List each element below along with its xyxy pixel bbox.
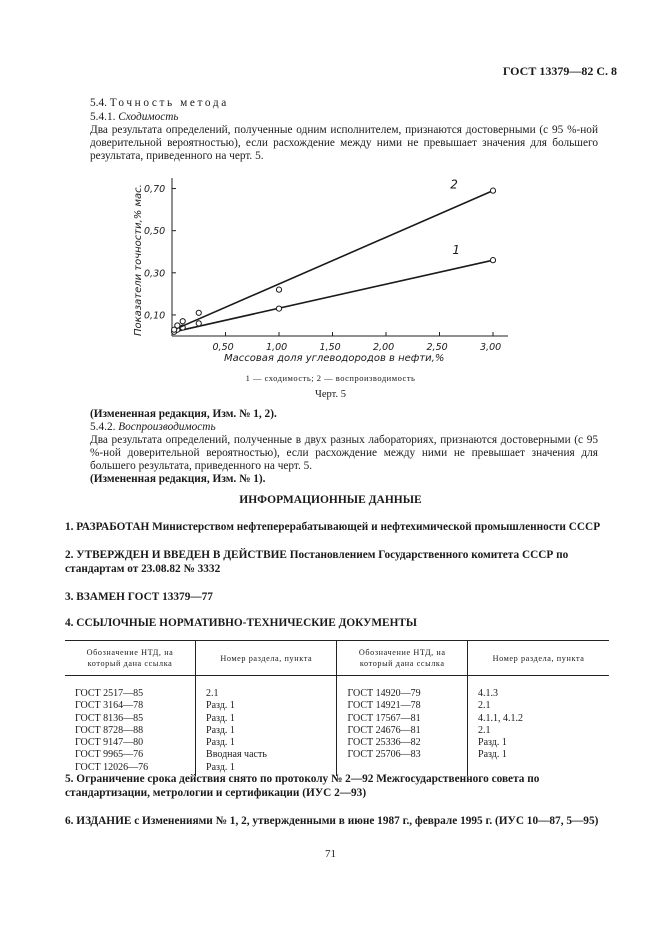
table-cell: ГОСТ 3164—78 <box>75 700 144 712</box>
section-5-4-2-title: Воспроизводимость <box>118 421 216 433</box>
table-cell: ГОСТ 2517—85 <box>75 688 144 699</box>
table-cell: ГОСТ 14921—78 <box>337 700 468 712</box>
table-cell: Разд. 1 <box>196 725 337 737</box>
data-point <box>196 321 201 326</box>
data-point <box>276 306 281 311</box>
table-header-row <box>65 641 609 676</box>
table-cell: Вводная часть <box>196 749 337 761</box>
chart-caption: Черт. 5 <box>315 389 346 400</box>
y-tick-label: 0,70 <box>144 184 166 196</box>
table-cell: ГОСТ 25336—82 <box>337 737 468 749</box>
precision-chart <box>128 168 528 368</box>
x-axis-label: Массовая доля углеводородов в нефти,% <box>224 353 445 364</box>
y-tick-label: 0,50 <box>144 226 166 238</box>
table-cell: ГОСТ 8728—88 <box>75 724 144 736</box>
y-tick-label: 0,10 <box>144 310 166 322</box>
x-tick-label: 1,50 <box>319 342 341 353</box>
table-cell: 2.1 <box>196 676 337 701</box>
table-cell: Разд. 1 <box>196 713 337 725</box>
x-tick-label: 2,50 <box>426 342 448 353</box>
y-axis-label: Показатели точности,% мас. <box>133 184 144 336</box>
table-row <box>65 749 609 761</box>
table-row <box>65 700 609 712</box>
table-cell: 2.1 <box>468 725 609 737</box>
data-point <box>490 188 495 193</box>
page-header: ГОСТ 13379—82 С. 8 <box>502 64 617 78</box>
table-row <box>65 713 609 725</box>
table-cell: Разд. 1 <box>196 737 337 749</box>
data-point <box>276 287 281 292</box>
info-item-1: 1. РАЗРАБОТАН Министерством нефтеперерабатывающей и нефтехимической промышленности СССР <box>65 521 601 533</box>
ntd-table <box>65 640 609 776</box>
info-item-2: 2. УТВЕРЖДЕН И ВВЕДЕН В ДЕЙСТВИЕ Постановлением Государственного комитета СССР по стандартам от 23.08.82 № 3332 <box>65 549 569 575</box>
table-cell: Разд. 1 <box>196 762 337 776</box>
table-cell: 4.1.3 <box>468 676 609 701</box>
x-tick-label: 0,50 <box>212 342 234 353</box>
table-cell: ГОСТ 25706—83 <box>337 749 468 761</box>
edit-note-2: (Измененная редакция, Изм. № 1). <box>90 473 266 485</box>
x-tick-label: 1,00 <box>266 342 288 353</box>
x-tick-label: 2,00 <box>373 342 395 353</box>
table-cell: 4.1.1, 4.1.2 <box>468 713 609 725</box>
data-point <box>490 258 495 263</box>
y-tick-label: 0,30 <box>144 268 166 280</box>
series-line-2 <box>174 191 493 330</box>
info-item-6: 6. ИЗДАНИЕ с Изменениями № 1, 2, утвержденными в июне 1987 г., феврале 1995 г. (ИУС 10—87, 5—95) <box>65 815 599 827</box>
section-5-4-2-heading <box>90 421 598 434</box>
data-point <box>196 310 201 315</box>
table-cell: Разд. 1 <box>196 700 337 712</box>
series-line-1 <box>174 260 493 332</box>
table-row <box>65 737 609 749</box>
section-5-4-num: 5.4. <box>90 97 107 109</box>
table-row <box>65 676 609 701</box>
section-5-4-2-num: 5.4.2. <box>90 421 116 433</box>
section-5-4-1-heading <box>90 111 598 124</box>
x-tick-label: 3,00 <box>480 342 502 353</box>
page-number: 71 <box>325 848 336 860</box>
table-cell: ГОСТ 8136—85 <box>75 712 144 724</box>
table-cell: ГОСТ 9147—80 <box>75 737 144 749</box>
section-5-4-title: Точность метода <box>109 97 229 109</box>
chart-legend: 1 — сходимость; 2 — воспроизводимость <box>245 373 416 383</box>
section-5-4-2-text: Два результата определений, полученные в двух разных лабораториях, признаются достоверными (с 95 %-ной доверительной вероятностью), если расхождение между ними не превышает значения для большего результата, приведенного на черт. 5. <box>90 434 598 473</box>
section-5-4-1-text: Два результата определений, полученные одним исполнителем, признаются достоверными (с 95 %-ной доверительной вероятностью), если расхождение между ними не превышает значения для большего результата, приведенного на черт. 5. <box>90 124 598 163</box>
table-cell: ГОСТ 14920—79 <box>337 676 468 701</box>
table-cell: ГОСТ 24676—81 <box>337 725 468 737</box>
table-cell: Разд. 1 <box>468 749 609 761</box>
table-header-cell: Номер раздела, пункта <box>196 641 337 676</box>
section-5-4-1-title: Сходимость <box>118 111 179 123</box>
table-header-cell: Номер раздела, пункта <box>468 641 609 676</box>
series-label: 2 <box>450 177 458 192</box>
series-label: 1 <box>452 243 460 258</box>
table-cell: ГОСТ 17567—81 <box>337 713 468 725</box>
table-header-cell: Обозначение НТД, на который дана ссылка <box>65 641 196 676</box>
data-point <box>180 319 185 324</box>
table-cell: Разд. 1 <box>468 737 609 749</box>
table-cell: ГОСТ 9965—76 <box>75 749 144 761</box>
info-item-5: 5. Ограничение срока действия снято по протоколу № 2—92 Межгосударственного совета по стандартизации, метрологии и сертификации (ИУС 2—93) <box>65 773 540 799</box>
info-title: ИНФОРМАЦИОННЫЕ ДАННЫЕ <box>239 494 422 506</box>
info-item-4: 4. ССЫЛОЧНЫЕ НОРМАТИВНО-ТЕХНИЧЕСКИЕ ДОКУМЕНТЫ <box>65 617 417 629</box>
info-item-3: 3. ВЗАМЕН ГОСТ 13379—77 <box>65 591 213 603</box>
table-row <box>65 725 609 737</box>
section-5-4-heading <box>90 97 598 110</box>
table-cell: 2.1 <box>468 700 609 712</box>
data-point <box>175 323 180 328</box>
edit-note-1: (Измененная редакция, Изм. № 1, 2). <box>90 408 277 420</box>
section-5-4-1-num: 5.4.1. <box>90 111 116 123</box>
table-header-cell: Обозначение НТД, на который дана ссылка <box>337 641 468 676</box>
table-cell: ГОСТ 12026—76 <box>75 761 149 773</box>
